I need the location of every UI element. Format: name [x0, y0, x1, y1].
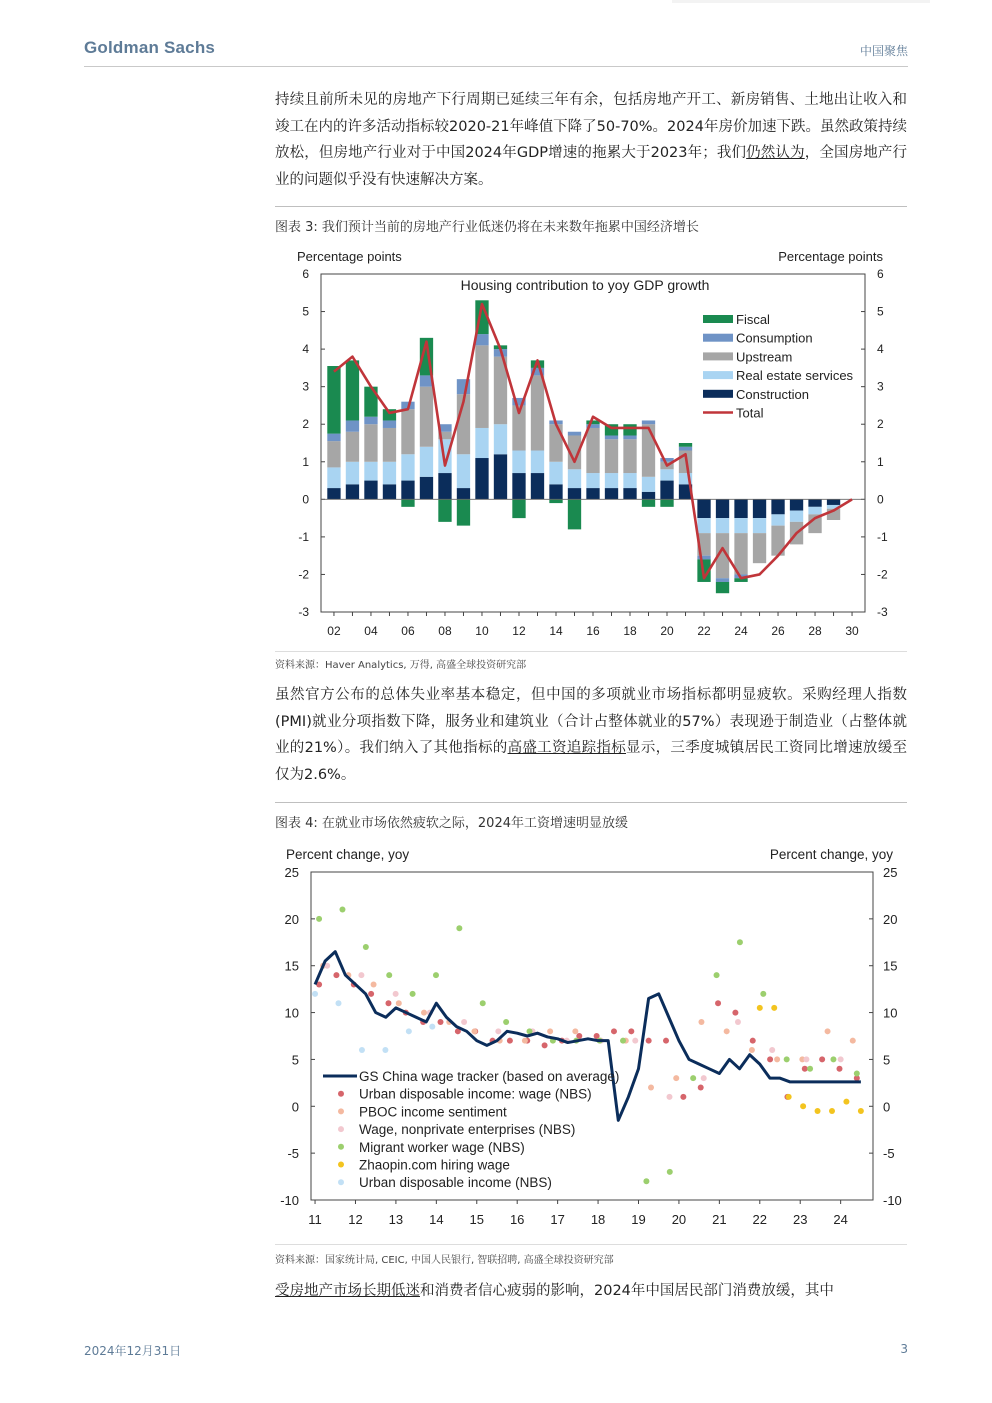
- bar-consumption: [716, 578, 729, 582]
- y-tick-left: 3: [302, 379, 309, 394]
- point-migrant-worker-wage-nbs-: [386, 972, 392, 978]
- point-migrant-worker-wage-nbs-: [784, 1056, 790, 1062]
- point-urban-disposable-income-wage-nbs-: [680, 1094, 686, 1100]
- point-zhaopin-com-hiring-wage: [800, 1103, 806, 1109]
- bar-construction: [568, 488, 581, 499]
- legend-label: Fiscal: [736, 312, 770, 327]
- y-tick-left: 2: [302, 417, 309, 432]
- point-urban-disposable-income-wage-nbs-: [368, 991, 374, 997]
- point-pboc-income-sentiment: [749, 1047, 755, 1053]
- bar-real-estate-services: [586, 473, 599, 488]
- legend-label: PBOC income sentiment: [359, 1104, 507, 1120]
- paragraph-2-text: 虽然官方公布的总体失业率基本稳定，但中国的多项就业市场指标都明显疲软。采购经理人指数(PMI)就业分项指数下降，服务业和建筑业（合计占整体就业的57%）表现逊于制造业（占整体就业的21%）。我们纳入了其他指标的: [275, 687, 907, 756]
- point-migrant-worker-wage-nbs-: [760, 991, 766, 997]
- right-axis-label: Percent change, yoy: [769, 847, 893, 862]
- bar-upstream: [327, 441, 340, 467]
- x-tick-label: 30: [845, 624, 859, 638]
- bar-real-estate-services: [623, 473, 636, 488]
- point-urban-disposable-income-wage-nbs-: [750, 1038, 756, 1044]
- point-wage-nonprivate-enterprises-nbs-: [495, 1028, 501, 1034]
- point-migrant-worker-wage-nbs-: [854, 1070, 860, 1076]
- point-wage-nonprivate-enterprises-nbs-: [666, 1094, 672, 1100]
- point-pboc-income-sentiment: [850, 1038, 856, 1044]
- y-tick-left: 15: [284, 958, 299, 974]
- y-tick-left: -10: [280, 1193, 299, 1208]
- point-zhaopin-com-hiring-wage: [786, 1094, 792, 1100]
- paragraph-2-tail: 显示，三季度城镇居民工资同比增速放缓至仅为2.6%。: [275, 740, 908, 783]
- paragraph-1-text: 持续且前所未见的房地产下行周期已延续三年有余，包括房地产开工、新房销售、土地出让收入和竣工在内的许多活动指标较2020-21年峰值下降了50-70%。2024年房价加速下跌。虽然政策持续放松，但房地产行业对于中国2024年GDP增速的拖累大于2023年；我们: [275, 92, 907, 161]
- x-tick-label: 02: [327, 624, 341, 638]
- point-zhaopin-com-hiring-wage: [829, 1108, 835, 1114]
- bar-consumption: [364, 417, 377, 425]
- bar-upstream: [420, 387, 433, 447]
- brand-logo: Goldman Sachs: [84, 38, 216, 57]
- point-pboc-income-sentiment: [774, 1056, 780, 1062]
- paragraph-3-text: 和消费者信心疲弱的影响，2024年中国居民部门消费放缓，其中: [420, 1283, 834, 1299]
- legend-label: Migrant worker wage (NBS): [359, 1139, 525, 1155]
- y-tick-right: 25: [883, 865, 898, 880]
- link-housing-slump[interactable]: 受房地产市场长期低迷: [275, 1283, 420, 1299]
- bar-construction: [327, 488, 340, 499]
- bar-real-estate-services: [549, 462, 562, 485]
- x-tick-label: 18: [590, 1212, 606, 1227]
- point-migrant-worker-wage-nbs-: [316, 916, 322, 922]
- point-migrant-worker-wage-nbs-: [503, 1019, 509, 1025]
- wage-growth-chart: [275, 840, 907, 1236]
- bar-fiscal: [512, 499, 525, 518]
- bar-real-estate-services: [697, 518, 710, 533]
- bar-real-estate-services: [457, 454, 470, 488]
- y-tick-right: -1: [877, 529, 888, 544]
- point-wage-nonprivate-enterprises-nbs-: [735, 1019, 741, 1025]
- y-tick-left: -1: [298, 529, 309, 544]
- legend-swatch: [703, 334, 733, 342]
- point-urban-disposable-income-wage-nbs-: [507, 1038, 513, 1044]
- y-tick-right: 20: [883, 911, 898, 927]
- bar-construction: [605, 488, 618, 499]
- legend-label: Urban disposable income (NBS): [359, 1175, 552, 1191]
- x-tick-label: 20: [671, 1212, 687, 1227]
- bar-real-estate-services: [734, 518, 747, 533]
- bar-upstream: [346, 432, 359, 462]
- y-tick-right: -5: [883, 1146, 895, 1162]
- x-tick-label: 26: [771, 624, 785, 638]
- y-tick-left: 0: [302, 492, 309, 507]
- bar-construction: [623, 488, 636, 499]
- y-tick-right: 2: [877, 417, 884, 432]
- legend-label: Consumption: [736, 330, 813, 346]
- bar-upstream: [401, 409, 414, 454]
- y-tick-left: 25: [284, 865, 299, 880]
- bar-real-estate-services: [568, 469, 581, 488]
- point-urban-disposable-income-wage-nbs-: [767, 1056, 773, 1062]
- bar-construction: [586, 488, 599, 499]
- y-tick-left: 0: [291, 1099, 299, 1115]
- bar-real-estate-services: [475, 428, 488, 458]
- bar-fiscal: [660, 499, 673, 507]
- y-tick-left: 6: [302, 267, 309, 281]
- y-tick-right: -3: [877, 605, 888, 619]
- bar-upstream: [475, 345, 488, 428]
- point-urban-disposable-income-wage-nbs-: [385, 1000, 391, 1006]
- point-pboc-income-sentiment: [698, 1019, 704, 1025]
- housing-contribution-chart: [275, 240, 907, 650]
- point-zhaopin-com-hiring-wage: [771, 1005, 777, 1011]
- point-urban-disposable-income-wage-nbs-: [611, 1028, 617, 1034]
- paragraph-3: [275, 1278, 907, 1305]
- figure-3-source: 资料来源：Haver Analytics, 万得, 高盛全球投资研究部: [275, 660, 527, 671]
- point-migrant-worker-wage-nbs-: [737, 939, 743, 945]
- figure-4-source: 资料来源：国家统计局, CEIC, 中国人民银行, 智联招聘, 高盛全球投资研究部: [275, 1255, 614, 1266]
- left-axis-label: Percent change, yoy: [286, 847, 410, 862]
- x-tick-label: 24: [833, 1212, 848, 1227]
- bar-fiscal: [401, 499, 414, 507]
- x-tick-label: 12: [512, 624, 526, 638]
- y-tick-right: -10: [883, 1193, 902, 1208]
- bar-real-estate-services: [420, 447, 433, 477]
- point-migrant-worker-wage-nbs-: [363, 944, 369, 950]
- y-tick-right: 4: [877, 342, 884, 357]
- paragraph-1-tail: ，全国房地产行业的问题似乎没有快速解决方案。: [275, 145, 907, 188]
- point-pboc-income-sentiment: [648, 1085, 654, 1091]
- point-migrant-worker-wage-nbs-: [456, 925, 462, 931]
- legend-swatch: [703, 390, 733, 398]
- top-strip: [672, 0, 930, 3]
- header-divider: [84, 66, 908, 67]
- legend-swatch: [338, 1144, 344, 1150]
- bar-construction: [790, 499, 803, 510]
- point-pboc-income-sentiment: [673, 1075, 679, 1081]
- bar-upstream: [753, 533, 766, 563]
- bar-construction: [364, 481, 377, 500]
- x-tick-label: 14: [549, 624, 563, 638]
- point-pboc-income-sentiment: [421, 1010, 427, 1016]
- bar-construction: [734, 499, 747, 518]
- point-migrant-worker-wage-nbs-: [480, 1000, 486, 1006]
- point-wage-nonprivate-enterprises-nbs-: [769, 1047, 775, 1053]
- point-migrant-worker-wage-nbs-: [830, 1056, 836, 1062]
- legend-swatch: [338, 1179, 344, 1185]
- bar-construction: [420, 477, 433, 500]
- legend-label: Real estate services: [736, 368, 854, 384]
- bar-construction: [753, 499, 766, 518]
- bar-real-estate-services: [438, 439, 451, 473]
- point-urban-disposable-income-wage-nbs-: [646, 1038, 652, 1044]
- legend-swatch: [703, 315, 733, 323]
- y-tick-left: -2: [298, 567, 309, 582]
- legend-swatch: [703, 371, 733, 379]
- bar-construction: [660, 481, 673, 500]
- point-pboc-income-sentiment: [724, 1028, 730, 1034]
- point-migrant-worker-wage-nbs-: [410, 991, 416, 997]
- y-tick-left: 5: [291, 1052, 299, 1068]
- bar-consumption: [568, 432, 581, 436]
- bar-construction: [346, 484, 359, 499]
- bar-real-estate-services: [605, 473, 618, 488]
- point-urban-disposable-income-wage-nbs-: [438, 1019, 444, 1025]
- bar-real-estate-services: [346, 462, 359, 485]
- y-tick-right: 6: [877, 267, 884, 281]
- bar-fiscal: [327, 366, 340, 434]
- bar-consumption: [697, 556, 710, 560]
- x-tick-label: 28: [808, 624, 822, 638]
- y-tick-right: 3: [877, 379, 884, 394]
- point-urban-disposable-income-wage-nbs-: [802, 1066, 808, 1072]
- footer-date: 2024年12月31日: [84, 1344, 182, 1358]
- point-zhaopin-com-hiring-wage: [757, 1005, 763, 1011]
- paragraph-2: [275, 682, 907, 788]
- figure-4-top-divider: [275, 802, 907, 803]
- x-tick-label: 22: [697, 624, 711, 638]
- bar-consumption: [605, 435, 618, 439]
- x-tick-label: 04: [364, 624, 378, 638]
- y-tick-right: 0: [877, 492, 884, 507]
- bar-real-estate-services: [512, 451, 525, 474]
- x-tick-label: 18: [623, 624, 637, 638]
- x-tick-label: 08: [438, 624, 452, 638]
- point-pboc-income-sentiment: [572, 1028, 578, 1034]
- bar-real-estate-services: [753, 518, 766, 533]
- y-tick-right: 5: [877, 304, 884, 319]
- figure-3-top-divider: [275, 206, 907, 207]
- bar-upstream: [605, 439, 618, 473]
- x-tick-label: 17: [550, 1212, 565, 1227]
- legend-swatch: [703, 352, 733, 360]
- point-pboc-income-sentiment: [825, 1028, 831, 1034]
- point-wage-nonprivate-enterprises-nbs-: [461, 1019, 467, 1025]
- x-tick-label: 13: [388, 1212, 404, 1227]
- bar-real-estate-services: [383, 462, 396, 485]
- x-tick-label: 21: [712, 1212, 727, 1227]
- bar-fiscal: [642, 499, 655, 507]
- section-title: 中国聚焦: [859, 44, 908, 58]
- point-urban-disposable-income-nbs-: [382, 1047, 388, 1053]
- legend-swatch: [338, 1091, 344, 1097]
- point-urban-disposable-income-nbs-: [312, 991, 318, 997]
- bar-construction: [549, 484, 562, 499]
- point-urban-disposable-income-wage-nbs-: [836, 1066, 842, 1072]
- point-migrant-worker-wage-nbs-: [690, 1075, 696, 1081]
- legend-label: Urban disposable income: wage (NBS): [359, 1086, 592, 1102]
- legend-label: Total: [736, 405, 764, 421]
- y-tick-right: 15: [883, 958, 898, 974]
- point-urban-disposable-income-wage-nbs-: [663, 1038, 669, 1044]
- x-tick-label: 06: [401, 624, 415, 638]
- bar-real-estate-services: [327, 467, 340, 488]
- point-migrant-worker-wage-nbs-: [643, 1178, 649, 1184]
- bar-real-estate-services: [401, 454, 414, 480]
- bar-real-estate-services: [364, 462, 377, 481]
- x-tick-label: 23: [792, 1212, 808, 1227]
- point-zhaopin-com-hiring-wage: [815, 1108, 821, 1114]
- point-urban-disposable-income-nbs-: [335, 1000, 341, 1006]
- y-tick-left: 5: [302, 304, 309, 319]
- point-migrant-worker-wage-nbs-: [620, 1038, 626, 1044]
- bar-real-estate-services: [642, 477, 655, 492]
- point-urban-disposable-income-nbs-: [429, 1024, 435, 1030]
- legend-swatch: [338, 1108, 344, 1114]
- point-urban-disposable-income-wage-nbs-: [819, 1056, 825, 1062]
- legend-label: Construction: [736, 386, 809, 402]
- bar-construction: [438, 473, 451, 499]
- y-tick-left: 10: [284, 1005, 299, 1021]
- bar-construction: [531, 473, 544, 499]
- bar-construction: [808, 499, 821, 507]
- bar-consumption: [679, 447, 692, 451]
- x-tick-label: 10: [475, 624, 489, 638]
- point-wage-nonprivate-enterprises-nbs-: [393, 991, 399, 997]
- point-migrant-worker-wage-nbs-: [807, 1066, 813, 1072]
- bar-real-estate-services: [531, 451, 544, 474]
- bar-construction: [457, 488, 470, 499]
- y-tick-right: 0: [883, 1099, 891, 1115]
- point-zhaopin-com-hiring-wage: [843, 1099, 849, 1105]
- y-tick-right: 1: [877, 454, 884, 469]
- bar-real-estate-services: [808, 507, 821, 515]
- point-wage-nonprivate-enterprises-nbs-: [838, 1056, 844, 1062]
- bar-fiscal: [549, 499, 562, 503]
- bar-upstream: [549, 424, 562, 462]
- bar-real-estate-services: [660, 469, 673, 480]
- point-urban-disposable-income-nbs-: [359, 1047, 365, 1053]
- bar-construction: [716, 499, 729, 518]
- bar-real-estate-services: [494, 424, 507, 454]
- point-migrant-worker-wage-nbs-: [714, 972, 720, 978]
- bar-consumption: [475, 334, 488, 345]
- page-number: 3: [900, 1342, 908, 1356]
- bar-fiscal: [716, 582, 729, 593]
- figure-3-caption: 图表 3: 我们预计当前的房地产行业低迷仍将在未来数年拖累中国经济增长: [275, 220, 699, 235]
- bar-construction: [771, 499, 784, 514]
- bar-consumption: [327, 434, 340, 442]
- bar-upstream: [623, 439, 636, 473]
- legend-swatch: [338, 1126, 344, 1132]
- point-urban-disposable-income-nbs-: [406, 1028, 412, 1034]
- figure-3-bottom-divider: [275, 651, 907, 652]
- bar-fiscal: [438, 499, 451, 522]
- left-axis-label: Percentage points: [297, 249, 402, 264]
- bar-real-estate-services: [790, 511, 803, 522]
- bar-construction: [475, 458, 488, 499]
- x-tick-label: 19: [631, 1212, 646, 1227]
- bar-upstream: [383, 428, 396, 462]
- point-urban-disposable-income-wage-nbs-: [542, 1042, 548, 1048]
- bar-construction: [401, 481, 414, 500]
- point-urban-disposable-income-wage-nbs-: [333, 972, 339, 978]
- x-tick-label: 11: [308, 1212, 322, 1227]
- bar-fiscal: [346, 360, 359, 420]
- bar-real-estate-services: [771, 514, 784, 525]
- x-tick-label: 14: [429, 1212, 444, 1227]
- x-tick-label: 12: [348, 1212, 363, 1227]
- point-wage-nonprivate-enterprises-nbs-: [701, 1075, 707, 1081]
- bar-construction: [697, 499, 710, 518]
- bar-construction: [494, 454, 507, 499]
- legend-swatch: [338, 1162, 344, 1168]
- link-still-believe[interactable]: 仍然认为: [746, 145, 805, 161]
- point-pboc-income-sentiment: [396, 1000, 402, 1006]
- legend-label: Zhaopin.com hiring wage: [359, 1157, 510, 1173]
- bar-real-estate-services: [716, 518, 729, 533]
- y-tick-right: -2: [877, 567, 888, 582]
- x-tick-label: 16: [509, 1212, 525, 1227]
- bar-construction: [827, 499, 840, 505]
- paragraph-1: [275, 87, 907, 193]
- bar-fiscal: [623, 424, 636, 435]
- point-wage-nonprivate-enterprises-nbs-: [803, 1056, 809, 1062]
- y-tick-left: -5: [287, 1146, 299, 1162]
- point-urban-disposable-income-wage-nbs-: [698, 1085, 704, 1091]
- bar-construction: [642, 492, 655, 500]
- bar-consumption: [623, 435, 636, 439]
- bar-construction: [383, 484, 396, 499]
- legend-label: Wage, nonprivate enterprises (NBS): [359, 1122, 576, 1138]
- point-wage-nonprivate-enterprises-nbs-: [632, 1038, 638, 1044]
- point-pboc-income-sentiment: [371, 981, 377, 987]
- x-tick-label: 16: [586, 624, 600, 638]
- legend-label: Upstream: [736, 349, 793, 365]
- point-pboc-income-sentiment: [522, 1038, 528, 1044]
- x-tick-label: 15: [469, 1212, 485, 1227]
- legend-label: GS China wage tracker (based on average): [359, 1069, 620, 1084]
- bar-upstream: [586, 428, 599, 473]
- point-migrant-worker-wage-nbs-: [667, 1169, 673, 1175]
- bar-fiscal: [679, 443, 692, 447]
- x-tick-label: 20: [660, 624, 674, 638]
- point-zhaopin-com-hiring-wage: [858, 1108, 864, 1114]
- point-migrant-worker-wage-nbs-: [433, 972, 439, 978]
- point-urban-disposable-income-wage-nbs-: [732, 1010, 738, 1016]
- bar-construction: [512, 473, 525, 499]
- bar-upstream: [364, 424, 377, 462]
- right-axis-label: Percentage points: [778, 249, 883, 264]
- y-tick-right: 5: [883, 1052, 891, 1068]
- bar-fiscal: [568, 499, 581, 529]
- link-gs-wage-tracker[interactable]: 高盛工资追踪指标: [507, 740, 627, 756]
- bar-upstream: [531, 375, 544, 450]
- point-urban-disposable-income-wage-nbs-: [628, 1028, 634, 1034]
- point-urban-disposable-income-wage-nbs-: [715, 1000, 721, 1006]
- y-tick-left: 20: [284, 911, 299, 927]
- y-tick-left: 4: [302, 342, 309, 357]
- bar-consumption: [346, 420, 359, 431]
- y-tick-left: 1: [302, 454, 309, 469]
- bar-consumption: [642, 420, 655, 424]
- y-tick-right: 10: [883, 1005, 898, 1021]
- point-pboc-income-sentiment: [547, 1028, 553, 1034]
- y-tick-left: -3: [298, 605, 309, 619]
- point-migrant-worker-wage-nbs-: [339, 906, 345, 912]
- bar-fiscal: [457, 499, 470, 525]
- point-wage-nonprivate-enterprises-nbs-: [358, 972, 364, 978]
- x-tick-label: 22: [752, 1212, 768, 1227]
- figure-4-bottom-divider: [275, 1244, 907, 1245]
- point-pboc-income-sentiment: [471, 1028, 477, 1034]
- figure-4-caption: 图表 4: 在就业市场依然疲软之际，2024年工资增速明显放缓: [275, 816, 628, 831]
- chart-title: Housing contribution to yoy GDP growth: [460, 277, 710, 293]
- x-tick-label: 24: [734, 624, 748, 638]
- bar-upstream: [642, 424, 655, 477]
- bar-consumption: [383, 420, 396, 428]
